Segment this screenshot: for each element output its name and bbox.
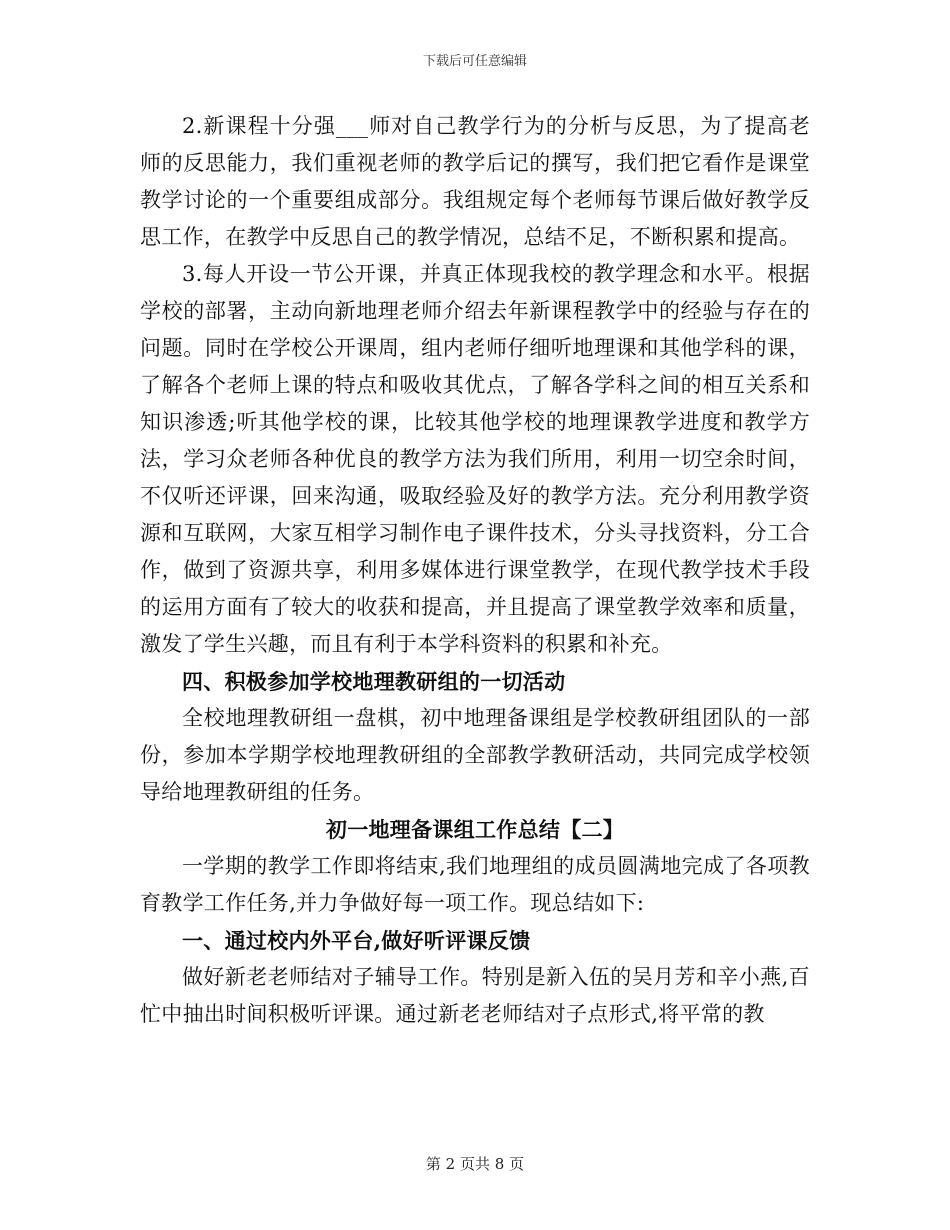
page-header: 下载后可任意编辑: [422, 54, 527, 69]
paragraph-intro: 一学期的教学工作即将结束,我们地理组的成员圆满地完成了各项教育教学工作任务,并力争做好每一项工作。现总结如下:: [140, 854, 810, 915]
document-title-part-2: 初一地理备课组工作总结【二】: [325, 817, 625, 842]
paragraph-section-4: 全校地理教研组一盘棋，初中地理备课组是学校教研组团队的一部份，参加本学期学校地理教研组的全部教学教研活动，共同完成学校领导给地理教研组的任务。: [140, 706, 810, 804]
section-heading-4: 四、积极参加学校地理教研组的一切活动: [182, 669, 566, 694]
paragraph-section-1: 做好新老老师结对子辅导工作。特别是新入伍的吴月芳和辛小燕,百忙中抽出时间积极听评课。通过新老老师结对子点形式,将平常的教: [140, 965, 810, 1026]
section-heading-1: 一、通过校内外平台,做好听评课反馈: [182, 928, 531, 953]
paragraph-item-2: 2.新课程十分强___师对自己教学行为的分析与反思，为了提高老师的反思能力，我们重视老师的教学后记的撰写，我们把它看作是课堂教学讨论的一个重要组成部分。我组规定每个老师每节课后做好教学反思工作，在教学中反思自己的教学情况，总结不足，不断积累和提高。: [140, 114, 810, 249]
document-body: [140, 108, 810, 1033]
paragraph-item-3: 3.每人开设一节公开课，并真正体现我校的教学理念和水平。根据学校的部署，主动向新地理老师介绍去年新课程教学中的经验与存在的问题。同时在学校公开课周，组内老师仔细听地理课和其他学科的课，了解各个老师上课的特点和吸收其优点，了解各学科之间的相互关系和知识渗透;听其他学校的课，比较其他学校的地理课教学进度和教学方法，学习众老师各种优良的教学方法为我们所用，利用一切空余时间，不仅听还评课，回来沟通，吸取经验及好的教学方法。充分利用教学资源和互联网，大家互相学习制作电子课件技术，分头寻找资料，分工合作，做到了资源共享，利用多媒体进行课堂教学，在现代教学技术手段的运用方面有了较大的收获和提高，并且提高了课堂教学效率和质量，激发了学生兴趣，而且有利于本学科资料的积累和补充。: [140, 262, 810, 656]
page-number-footer: 第 2 页共 8 页: [425, 1155, 525, 1173]
